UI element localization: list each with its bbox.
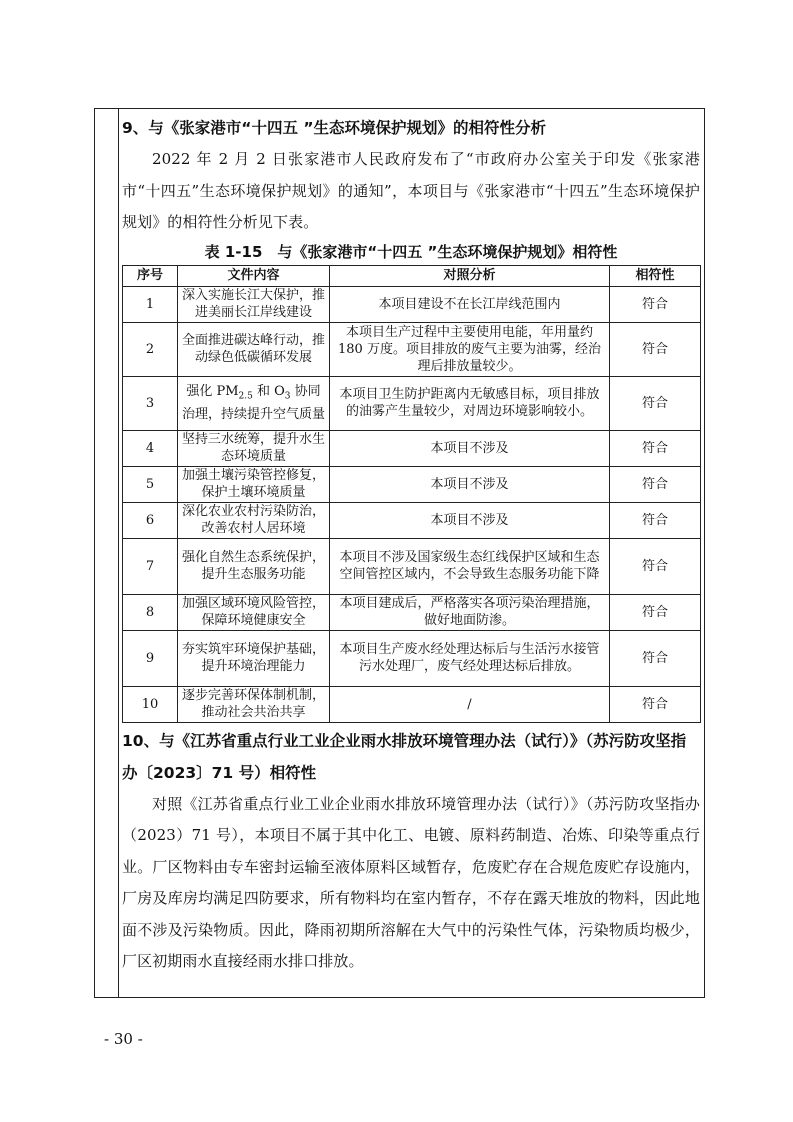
page-number: - 30 - [104,1030,143,1048]
row-no: 6 [123,502,178,538]
table-row [123,466,701,502]
row-content: 全面推进碳达峰行动，推动绿色低碳循环发展 [178,322,330,376]
row-analysis: 本项目不涉及 [330,502,610,538]
table-row [123,322,701,376]
row-result: 符合 [610,286,701,322]
row-analysis: 本项目不涉及 [330,430,610,466]
frame-left-column-line [118,108,119,998]
table-header-row [123,265,701,286]
table-row [123,502,701,538]
row-no: 1 [123,286,178,322]
row-no: 9 [123,630,178,686]
row-result: 符合 [610,594,701,630]
header-analysis: 对照分析 [330,265,610,286]
row-no: 3 [123,376,178,430]
table-row [123,430,701,466]
section9-paragraph: 2022 年 2 月 2 日张家港市人民政府发布了“市政府办公室关于印发《张家港市“十四五”生态环境保护规划》的通知”，本项目与《张家港市“十四五”生态环境保护规划》的相符性分析见下表。 [122,150,700,231]
row-content: 深化农业农村污染防治，改善农村人居环境 [178,502,330,538]
row-content: 坚持三水统筹，提升水生态环境质量 [178,430,330,466]
row-result: 符合 [610,630,701,686]
pm-subscript: 2.5 [238,391,253,402]
row-result: 符合 [610,322,701,376]
table-row [123,538,701,594]
row-result: 符合 [610,538,701,594]
row-no: 10 [123,686,178,722]
row-content: 加强区域环境风险管控，保障环境健康安全 [178,594,330,630]
row-no: 2 [123,322,178,376]
o3-subscript: 3 [284,391,291,402]
row-no: 4 [123,430,178,466]
o3-label: 和 O [252,384,285,400]
row-result: 符合 [610,502,701,538]
pm-label: 强化 PM [186,384,239,400]
row-analysis: / [330,686,610,722]
conformity-table [122,265,701,723]
row-no: 5 [123,466,178,502]
row-analysis: 本项目生产废水经处理达标后与生活污水接管污水处理厂，废气经处理达标后排放。 [330,630,610,686]
row-content: 夯实筑牢环境保护基础，提升环境治理能力 [178,630,330,686]
row-no: 7 [123,538,178,594]
document-body [122,112,700,978]
row-content [178,376,330,430]
table-row [123,286,701,322]
row-content: 逐步完善环保体制机制，推动社会共治共享 [178,686,330,722]
row-analysis: 本项目不涉及 [330,466,610,502]
row-result: 符合 [610,466,701,502]
row-analysis: 本项目不涉及国家级生态红线保护区域和生态空间管控区域内，不会导致生态服务功能下降 [330,538,610,594]
row-analysis: 本项目建设不在长江岸线范围内 [330,286,610,322]
row-result: 符合 [610,430,701,466]
header-content: 文件内容 [178,265,330,286]
row-analysis: 本项目卫生防护距离内无敏感目标，项目排放的油雾产生量较少，对周边环境影响较小。 [330,376,610,430]
row-content: 加强土壤污染管控修复，保护土壤环境质量 [178,466,330,502]
table-caption: 表 1-15 与《张家港市“十四五 ”生态环境保护规划》相符性 [204,242,618,261]
table-row [123,376,701,430]
header-no: 序号 [123,265,178,286]
row-content: 强化自然生态系统保护，提升生态服务功能 [178,538,330,594]
section9-heading: 9、与《张家港市“十四五 ”生态环境保护规划》的相符性分析 [122,119,547,137]
content-rest: 协同治理，持续提升空气质量 [182,384,326,422]
row-content: 深入实施长江大保护，推进美丽长江岸线建设 [178,286,330,322]
row-analysis: 本项目生产过程中主要使用电能，年用量约 180 万度。项目排放的废气主要为油雾，经治理后排放量较少。 [330,322,610,376]
row-no: 8 [123,594,178,630]
row-analysis: 本项目建成后，严格落实各项污染治理措施，做好地面防渗。 [330,594,610,630]
row-result: 符合 [610,376,701,430]
section10-paragraph: 对照《江苏省重点行业工业企业雨水排放环境管理办法（试行）》（苏污防攻坚指办（2023）71 号），本项目不属于其中化工、电镀、原料药制造、冶炼、印染等重点行业。厂区物料由专车密封运输至液体原料区域暂存，危废贮存在合规危废贮存设施内，厂房及库房均满足四防要求，所有物料均在室内暂存，不存在露天堆放的物料，因此地面不涉及污染物质。因此，降雨初期所溶解在大气中的污染性气体，污染物质均极少，厂区初期雨水直接经雨水排口排放。 [122,794,700,970]
header-result: 相符性 [610,265,701,286]
section10-heading: 10、与《江苏省重点行业工业企业雨水排放环境管理办法（试行）》（苏污防攻坚指办〔2023〕71 号）相符性 [122,731,687,782]
row-result: 符合 [610,686,701,722]
table-row [123,686,701,722]
table-row [123,630,701,686]
table-row [123,594,701,630]
